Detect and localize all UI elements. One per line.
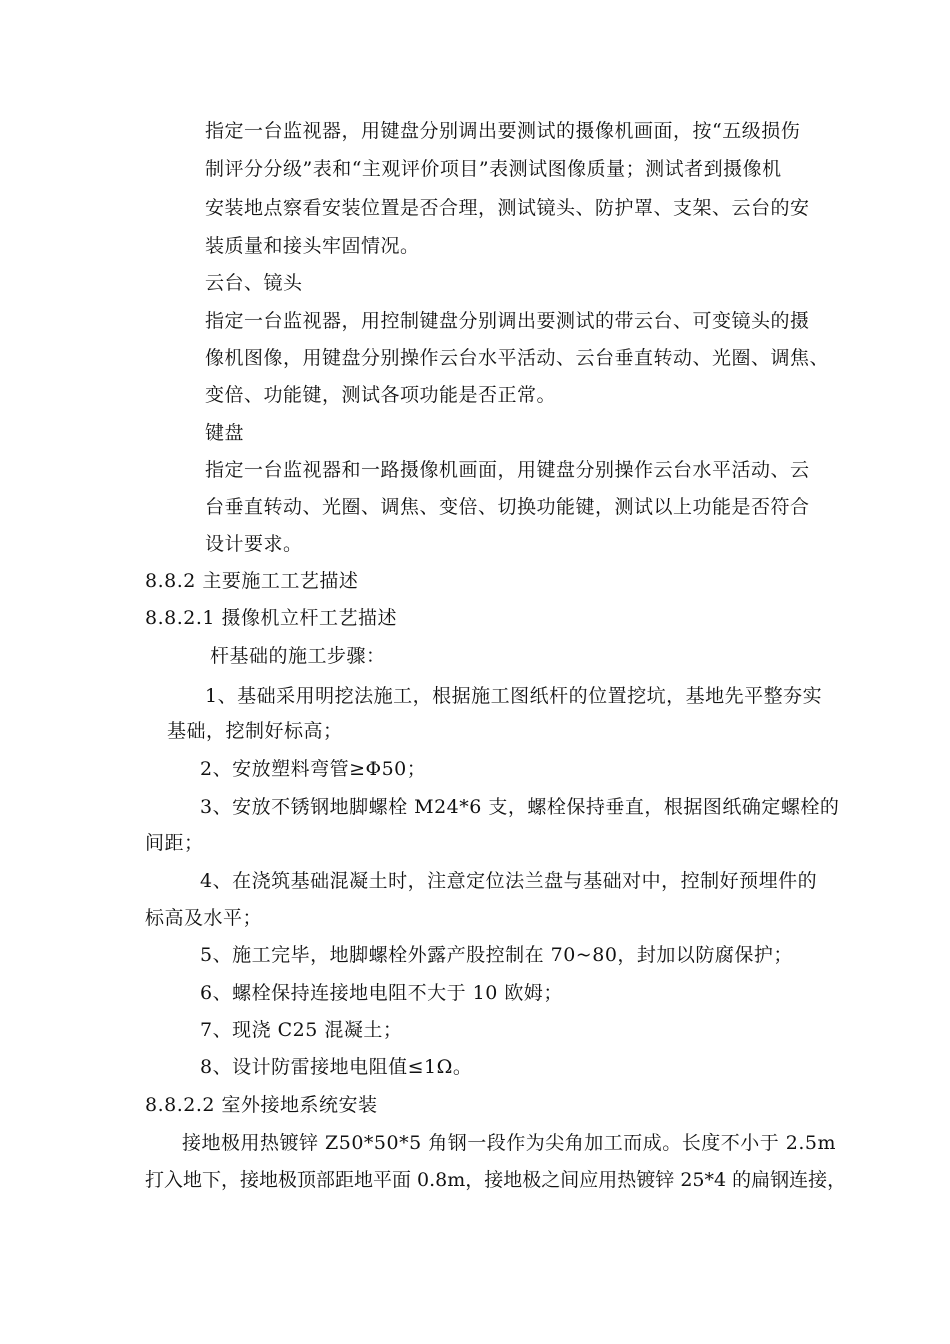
step-4: 4、在浇筑基础混凝土时，注意定位法兰盘与基础对中，控制好预埋件的	[200, 870, 818, 892]
text-line-4: 装质量和接头牢固情况。	[205, 235, 420, 257]
text-line-3: 安装地点察看安装位置是否合理，测试镜头、防护罩、支架、云台的安	[205, 197, 810, 219]
step-3: 3、安放不锈钢地脚螺栓 M24*6 支，螺栓保持垂直，根据图纸确定螺栓的	[200, 796, 840, 818]
step-6: 6、螺栓保持连接地电阻不大于 10 欧姆；	[200, 982, 563, 1004]
text-line-12: 设计要求。	[205, 533, 303, 555]
step-7: 7、现浇 C25 混凝土；	[200, 1019, 403, 1041]
text-line-10: 指定一台监视器和一路摄像机画面，用键盘分别操作云台水平活动、云	[205, 459, 810, 481]
text-line-11: 台垂直转动、光圈、调焦、变倍、切换功能键，测试以上功能是否符合	[205, 496, 810, 518]
step-2: 2、安放塑料弯管≥Φ50；	[200, 758, 427, 780]
text-line-7: 像机图像，用键盘分别操作云台水平活动、云台垂直转动、光圈、调焦、	[205, 347, 830, 369]
text-line-6: 指定一台监视器，用控制键盘分别调出要测试的带云台、可变镜头的摄	[205, 310, 810, 332]
section-heading-8-8-2-2: 8.8.2.2 室外接地系统安装	[145, 1094, 378, 1116]
step-3-continued: 间距；	[145, 832, 204, 854]
text-line-28: 接地极用热镀锌 Z50*50*5 角钢一段作为尖角加工而成。长度不小于 2.5m	[182, 1132, 836, 1154]
step-1-continued: 基础，挖制好标高；	[167, 720, 343, 742]
text-line-8: 变倍、功能键，测试各项功能是否正常。	[205, 384, 557, 406]
step-4-continued: 标高及水平；	[145, 907, 263, 929]
text-line-29: 打入地下，接地极顶部距地平面 0.8m，接地极之间应用热镀锌 25*4 的扁钢连接，	[145, 1169, 847, 1191]
section-heading-8-8-2: 8.8.2 主要施工工艺描述	[145, 570, 359, 592]
step-1: 1、基础采用明挖法施工，根据施工图纸杆的位置挖坑，基地先平整夯实	[205, 685, 823, 707]
text-line-2: 制评分分级”表和“主观评价项目”表测试图像质量；测试者到摄像机	[205, 158, 782, 180]
text-line-15: 杆基础的施工步骤：	[210, 645, 386, 667]
section-heading-8-8-2-1: 8.8.2.1 摄像机立杆工艺描述	[145, 607, 398, 629]
step-5: 5、施工完毕，地脚螺栓外露产股控制在 70~80，封加以防腐保护；	[200, 944, 793, 966]
subheading-ptz-lens: 云台、镜头	[205, 272, 303, 294]
step-8: 8、设计防雷接地电阻值≤1Ω。	[200, 1056, 473, 1078]
subheading-keyboard: 键盘	[205, 422, 245, 444]
text-line-1: 指定一台监视器，用键盘分别调出要测试的摄像机画面，按“五级损伤	[205, 120, 801, 142]
